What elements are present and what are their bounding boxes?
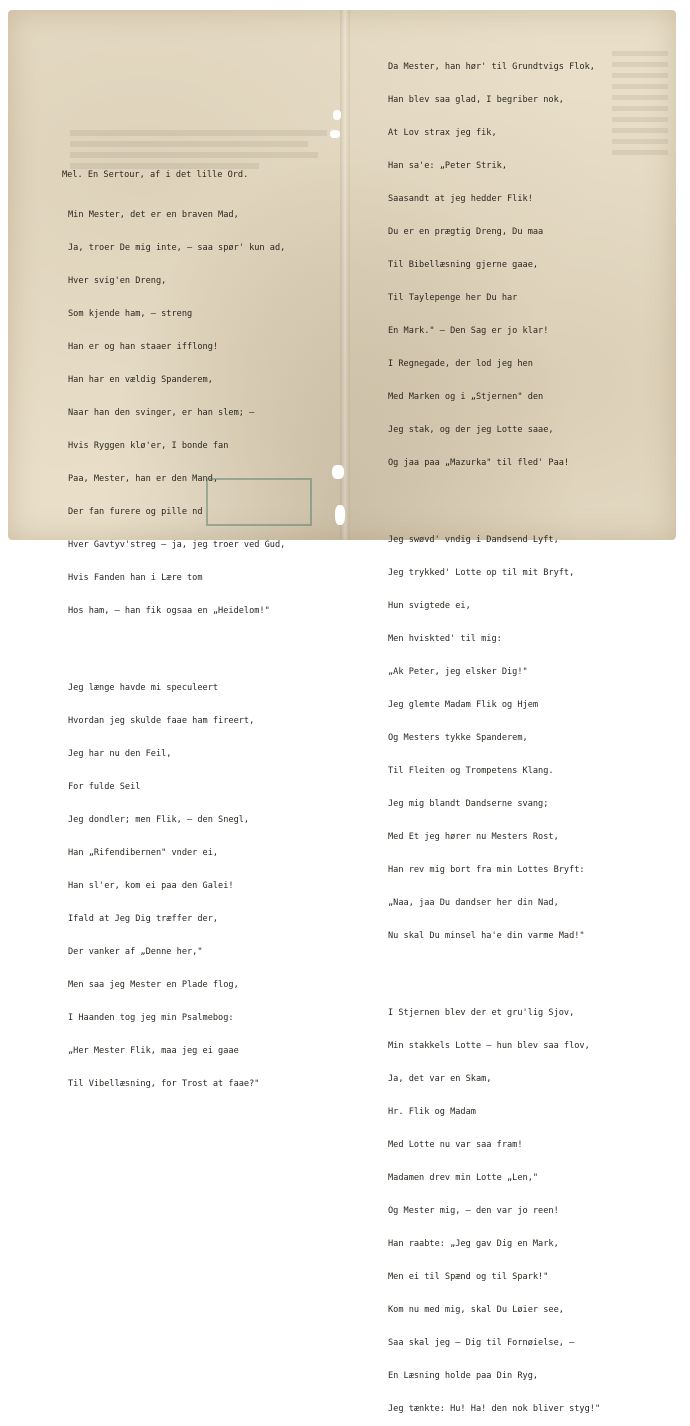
verse-line: Han raabte: „Jeg gav Dig en Mark, <box>388 1239 559 1249</box>
verse-line: Saasandt at jeg hedder Flik! <box>388 194 533 204</box>
verse-line: Jeg trykked' Lotte op til mit Bryft, <box>388 568 575 578</box>
verse-line: „Her Mester Flik, maa jeg ei gaae <box>68 1046 239 1056</box>
verse-line: Han „Rifendibernen" vnder ei, <box>68 848 219 858</box>
verse-line: Han sl'er, kom ei paa den Galei! <box>68 881 234 891</box>
verse-line: Og Mesters tykke Spanderem, <box>388 733 528 743</box>
verse-line: At Lov strax jeg fik, <box>388 128 497 138</box>
verse-line: Der fan furere og pille nd <box>68 507 203 517</box>
verse-line: Hvis Fanden han i Lære tom <box>68 573 203 583</box>
verse-line: Men ei til Spænd og til Spark!" <box>388 1272 549 1282</box>
verse-line: Jeg har nu den Feil, <box>68 749 172 759</box>
center-fold <box>340 10 350 540</box>
verse-line: Ja, troer De mig inte, — saa spør' kun ad, <box>68 243 286 253</box>
bleed-through-margin-text <box>612 45 668 161</box>
verse-line: Med Lotte nu var saa fram! <box>388 1140 523 1150</box>
bleed-through-heading <box>80 18 330 117</box>
verse-line: Han blev saa glad, I begriber nok, <box>388 95 564 105</box>
verse-line: Ifald at Jeg Dig træffer der, <box>68 914 219 924</box>
verse-line: Og Mester mig, — den var jo reen! <box>388 1206 559 1216</box>
verse-line: Til Bibellæsning gjerne gaae, <box>388 260 539 270</box>
verse-line: Men hviskted' til mig: <box>388 634 502 644</box>
paper-hole <box>333 110 341 120</box>
paper-hole <box>330 130 340 138</box>
verse-line: Kom nu med mig, skal Du Løier see, <box>388 1305 564 1315</box>
verse-line: Jeg dondler; men Flik, — den Snegl, <box>68 815 250 825</box>
verse-line: Min Mester, det er en braven Mad, <box>68 210 239 220</box>
verse-line: Til Vibellæsning, for Trost at faae?" <box>68 1079 260 1089</box>
verse-line: Da Mester, han hør' til Grundtvigs Flok, <box>388 62 595 72</box>
verse-line: „Ak Peter, jeg elsker Dig!" <box>388 667 528 677</box>
library-stamp <box>206 478 312 526</box>
verse-line: Han er og han staaer ifflong! <box>68 342 219 352</box>
verse-line: En Mark." — Den Sag er jo klar! <box>388 326 549 336</box>
verse-line: Til Taylepenge her Du har <box>388 293 518 303</box>
verse-line: Jeg mig blandt Dandserne svang; <box>388 799 549 809</box>
verse-line: Hos ham, — han fik ogsaa en „Heidelom!" <box>68 606 270 616</box>
verse-line: I Haanden tog jeg min Psalmebog: <box>68 1013 234 1023</box>
verse-line: Hun svigtede ei, <box>388 601 471 611</box>
verse-line: Hver Gavtyv'streg — ja, jeg troer ved Gud, <box>68 540 286 550</box>
verse-line: Men saa jeg Mester en Plade flog, <box>68 980 239 990</box>
verse-line: Han har en vældig Spanderem, <box>68 375 213 385</box>
verse-line: Du er en prægtig Dreng, Du maa <box>388 227 544 237</box>
verse-line: Jeg stak, og der jeg Lotte saae, <box>388 425 554 435</box>
verse-line: Til Fleiten og Trompetens Klang. <box>388 766 554 776</box>
verse-line: Nu skal Du minsel ha'e din varme Mad!" <box>388 931 585 941</box>
paper-hole <box>335 505 345 525</box>
verse-line: Som kjende ham, — streng <box>68 309 193 319</box>
tune-line: Mel. En Sertour, af i det lille Ord. <box>62 170 249 180</box>
verse-line: I Regnegade, der lod jeg hen <box>388 359 533 369</box>
verse-line: Ja, det var en Skam, <box>388 1074 492 1084</box>
verse-line: Med Marken og i „Stjernen" den <box>388 392 544 402</box>
verse-line: Paa, Mester, han er den Mand, <box>68 474 219 484</box>
verse-line: Med Et jeg hører nu Mesters Rost, <box>388 832 559 842</box>
verse-line: Min stakkels Lotte — hun blev saa flov, <box>388 1041 590 1051</box>
verse-line: For fulde Seil <box>68 782 141 792</box>
right-column <box>388 40 600 1426</box>
verse-line: Han sa'e: „Peter Strik, <box>388 161 507 171</box>
verse-line: Og jaa paa „Mazurka" til fled' Paa! <box>388 458 570 468</box>
verse-line: En Læsning holde paa Din Ryg, <box>388 1371 539 1381</box>
verse-line: Hvis Ryggen klø'er, I bonde fan <box>68 441 229 451</box>
verse-line: Madamen drev min Lotte „Len," <box>388 1173 539 1183</box>
verse-line: Naar han den svinger, er han slem; — <box>68 408 255 418</box>
bleed-through-text <box>70 125 340 174</box>
verse-line: I Stjernen blev der et gru'lig Sjov, <box>388 1008 575 1018</box>
verse-line: Der vanker af „Denne her," <box>68 947 203 957</box>
verse-line: Han rev mig bort fra min Lottes Bryft: <box>388 865 585 875</box>
verse-line: Jeg længe havde mi speculeert <box>68 683 219 693</box>
verse-line: „Naa, jaa Du dandser her din Nad, <box>388 898 559 908</box>
left-column <box>68 188 285 1101</box>
paper-hole <box>332 465 344 479</box>
verse-line: Jeg tænkte: Hu! Ha! den nok bliver styg!" <box>388 1404 601 1414</box>
verse-line: Jeg glemte Madam Flik og Hjem <box>388 700 539 710</box>
verse-line: Hver svig'en Dreng, <box>68 276 167 286</box>
verse-line: Hvordan jeg skulde faae ham fireert, <box>68 716 255 726</box>
verse-line: Saa skal jeg — Dig til Fornøielse, — <box>388 1338 575 1348</box>
verse-line: Jeg swøvd' vndig i Dandsend Lyft, <box>388 535 559 545</box>
verse-line: Hr. Flik og Madam <box>388 1107 476 1117</box>
